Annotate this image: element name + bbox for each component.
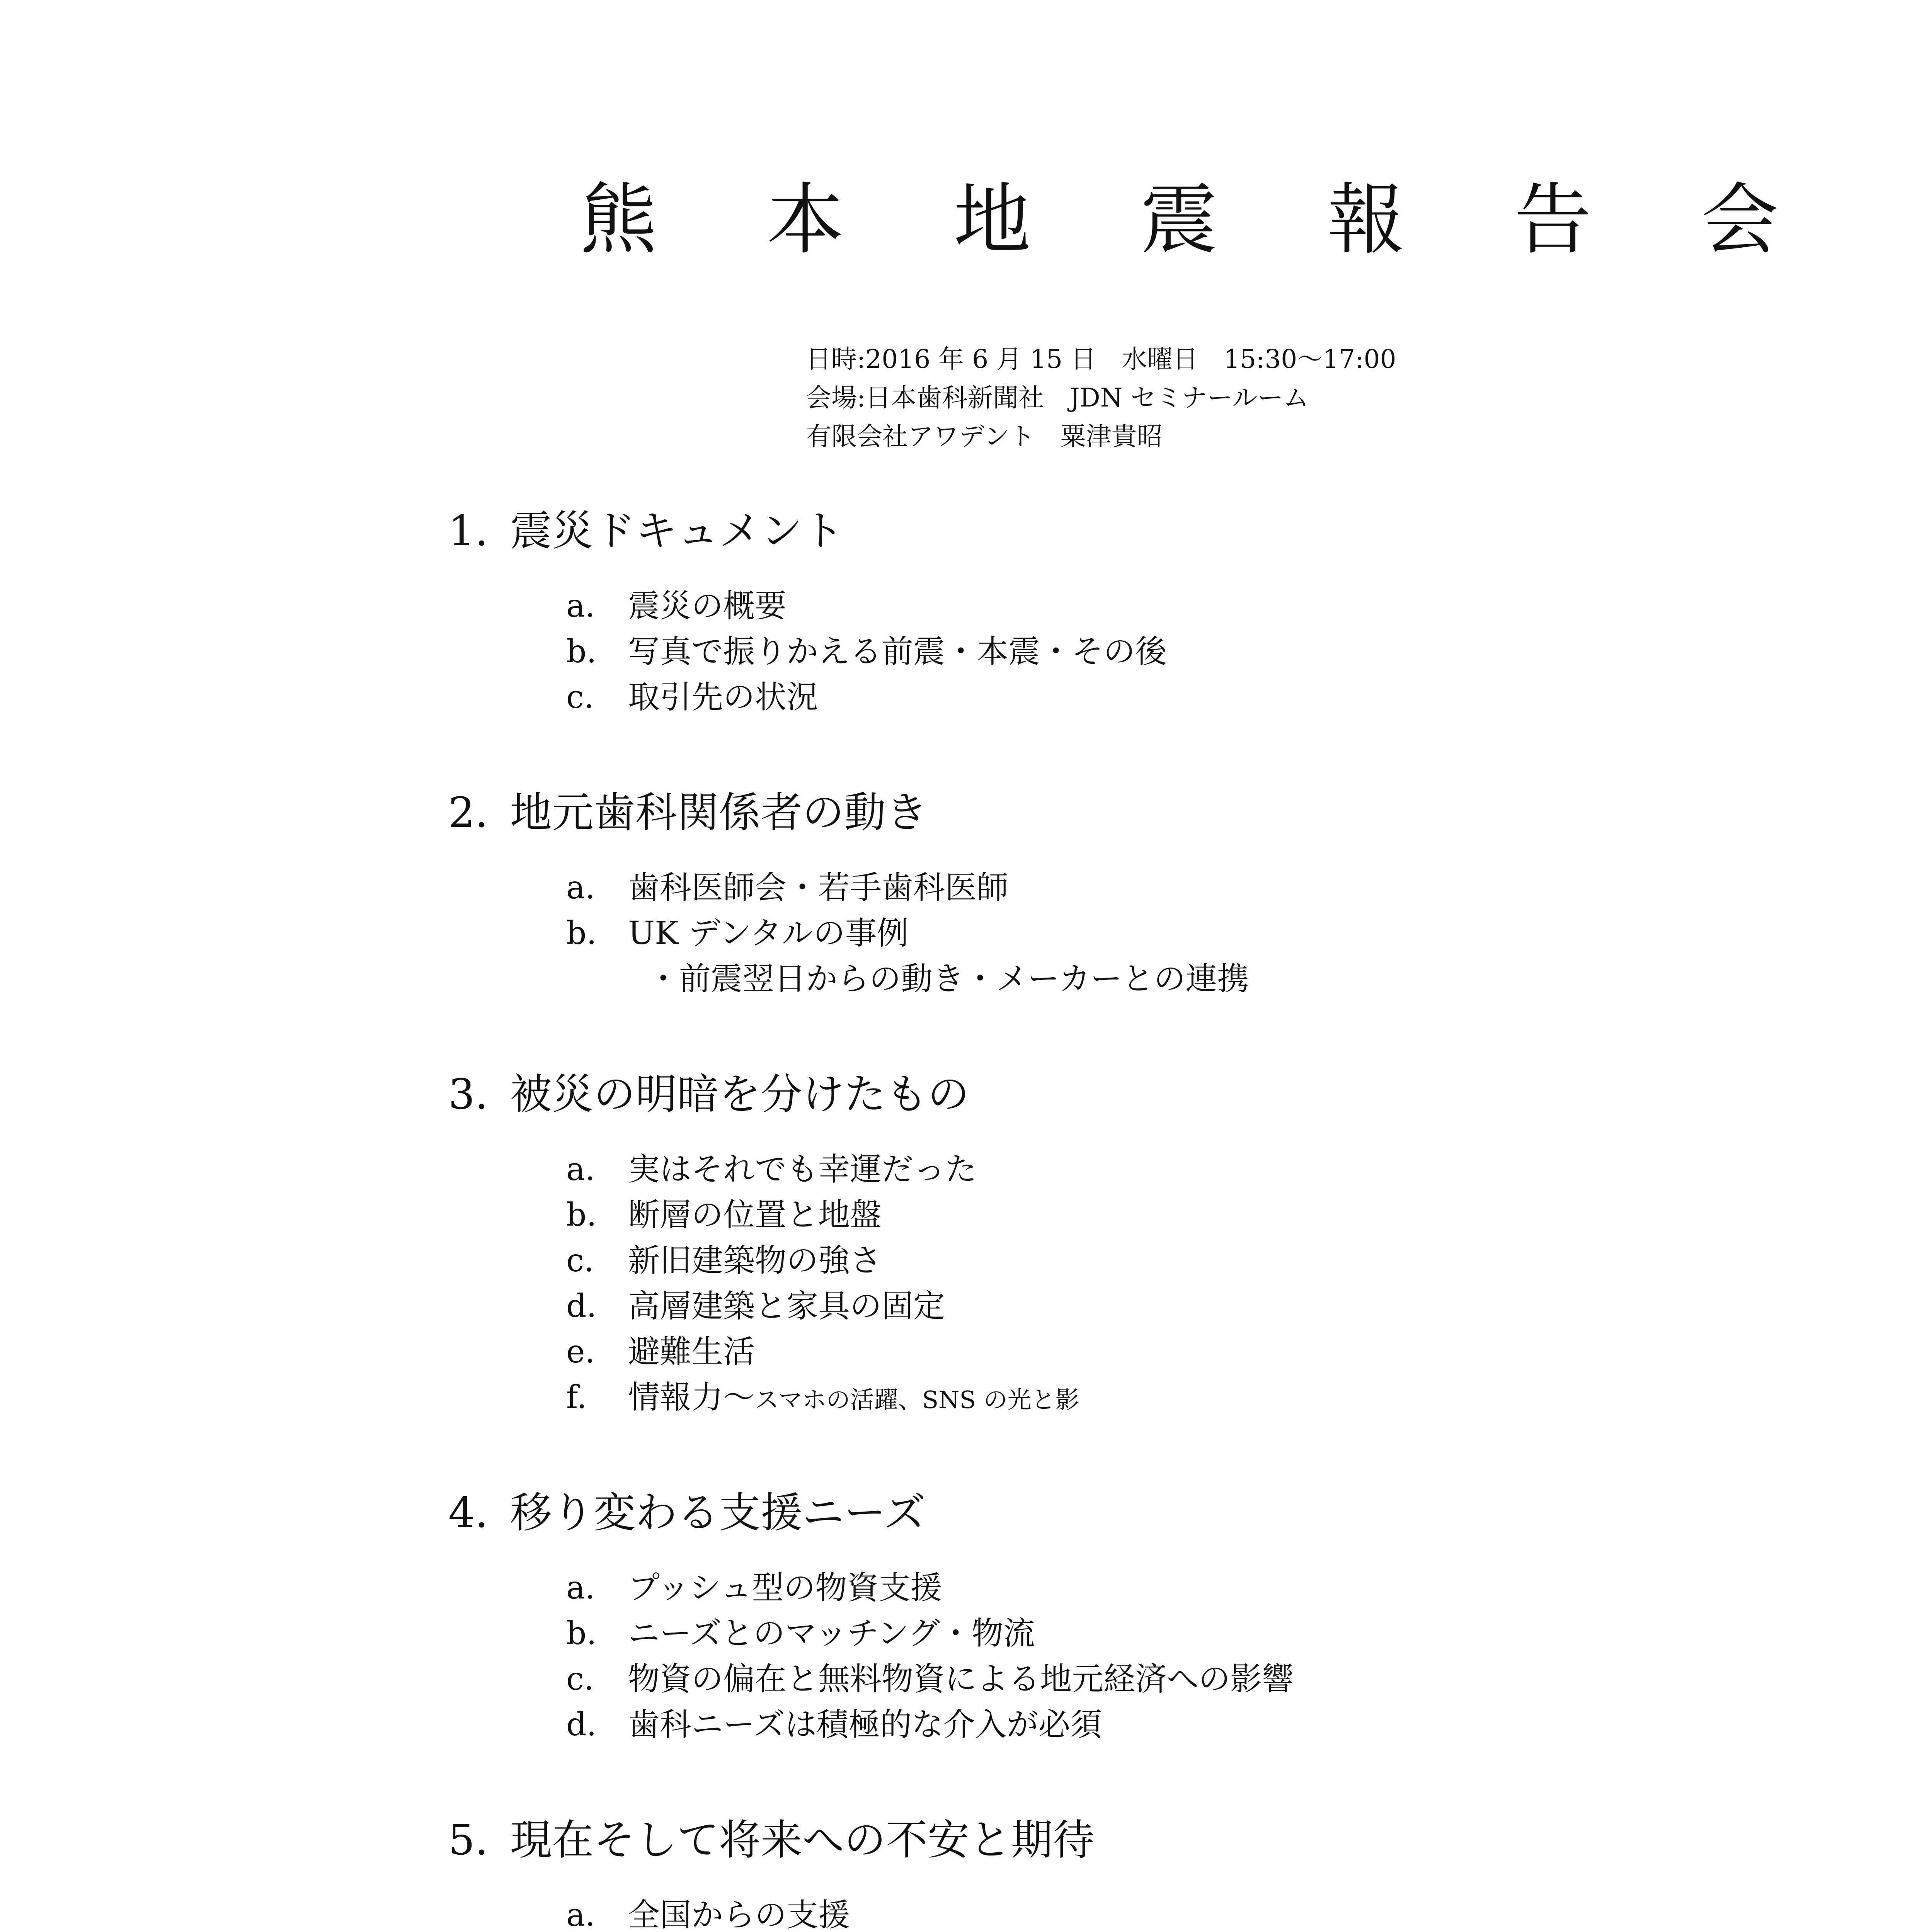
section-title: 移り変わる支援ニーズ (510, 1489, 926, 1537)
item-text: 避難生活 (628, 1333, 755, 1370)
agenda-section-1 (448, 502, 1685, 720)
section-number: 4. (448, 1489, 489, 1537)
list-item (566, 1565, 1685, 1611)
section-items (448, 1147, 1685, 1420)
section-heading (448, 502, 1685, 560)
item-letter: e. (566, 1333, 595, 1370)
list-item (566, 583, 1685, 629)
item-letter: c. (566, 1661, 594, 1697)
item-text: 写真で振りかえる前震・本震・その後 (628, 633, 1167, 670)
section-number: 2. (448, 789, 489, 837)
item-text: 実はそれでも幸運だった (628, 1151, 977, 1188)
item-text: 断層の位置と地盤 (628, 1197, 882, 1233)
event-speaker: 有限会社アワデント 粟津貴昭 (806, 422, 1163, 451)
item-letter: a. (566, 588, 595, 624)
list-item (566, 1702, 1685, 1748)
section-items (448, 1565, 1685, 1748)
list-item (566, 1893, 1685, 1932)
agenda-section-4 (448, 1484, 1685, 1748)
event-venue: 会場:日本歯科新聞社 JDN セミナールーム (806, 383, 1309, 413)
list-item (566, 1656, 1685, 1702)
event-datetime: 日時:2016 年 6 月 15 日 水曜日 15:30〜17:00 (806, 344, 1396, 374)
section-title: 地元歯科関係者の動き (510, 789, 928, 837)
section-title: 震災ドキュメント (510, 507, 844, 555)
item-text: 取引先の状況 (628, 679, 819, 716)
section-title: 被災の明暗を分けたもの (510, 1070, 970, 1119)
item-letter: d. (566, 1706, 597, 1743)
section-items (448, 865, 1685, 1002)
section-number: 1. (448, 507, 489, 555)
item-text: 震災の概要 (628, 588, 787, 624)
list-item (566, 1329, 1685, 1375)
item-text: 情報力〜 (628, 1379, 755, 1416)
item-letter: b. (566, 1615, 597, 1652)
item-text: プッシュ型の物資支援 (628, 1570, 942, 1606)
section-heading (448, 1484, 1685, 1542)
list-item (566, 675, 1685, 720)
item-letter: c. (566, 1242, 594, 1279)
item-letter: b. (566, 915, 597, 952)
section-items (448, 1893, 1685, 1932)
item-text: UK デンタルの事例 (628, 915, 909, 952)
list-item (566, 1238, 1685, 1284)
item-text: 全国からの支援 (628, 1897, 850, 1932)
item-text: 新旧建築物の強さ (628, 1242, 882, 1279)
item-text: 歯科医師会・若手歯科医師 (628, 869, 1009, 906)
list-item (566, 629, 1685, 675)
list-item (566, 1147, 1685, 1192)
list-item (566, 1192, 1685, 1238)
list-item (566, 911, 1685, 956)
item-letter: b. (566, 633, 597, 670)
list-item (566, 1375, 1685, 1420)
list-subitem: ・前震翌日からの動き・メーカーとの連携 (647, 961, 1249, 997)
list-item (566, 865, 1685, 911)
section-heading (448, 1811, 1685, 1869)
agenda-section-3 (448, 1066, 1685, 1420)
section-number: 3. (448, 1070, 489, 1119)
item-letter: d. (566, 1288, 597, 1325)
item-letter: a. (566, 1570, 595, 1606)
list-item (566, 1611, 1685, 1656)
item-letter: b. (566, 1197, 597, 1233)
list-item (566, 1284, 1685, 1329)
item-letter: c. (566, 679, 594, 716)
item-letter: a. (566, 1897, 595, 1932)
item-letter: a. (566, 869, 595, 906)
section-heading (448, 784, 1685, 842)
page-title: 熊 本 地 震 報 告 会 (580, 175, 1821, 265)
section-items (448, 583, 1685, 720)
item-text: ニーズとのマッチング・物流 (628, 1615, 1035, 1652)
event-meta (806, 340, 1396, 456)
section-heading (448, 1066, 1685, 1124)
agenda-section-5 (448, 1811, 1685, 1932)
section-title: 現在そして将来への不安と期待 (510, 1816, 1095, 1864)
agenda-outline (448, 502, 1685, 1932)
item-text-small: スマホの活躍、SNS の光と影 (755, 1386, 1079, 1414)
item-text: 物資の偏在と無料物資による地元経済への影響 (628, 1661, 1294, 1697)
section-number: 5. (448, 1816, 489, 1864)
agenda-section-2 (448, 784, 1685, 1002)
item-text: 歯科ニーズは積極的な介入が必須 (628, 1706, 1102, 1743)
item-letter: a. (566, 1151, 595, 1188)
item-letter: f. (566, 1379, 587, 1416)
item-text: 高層建築と家具の固定 (628, 1288, 945, 1325)
